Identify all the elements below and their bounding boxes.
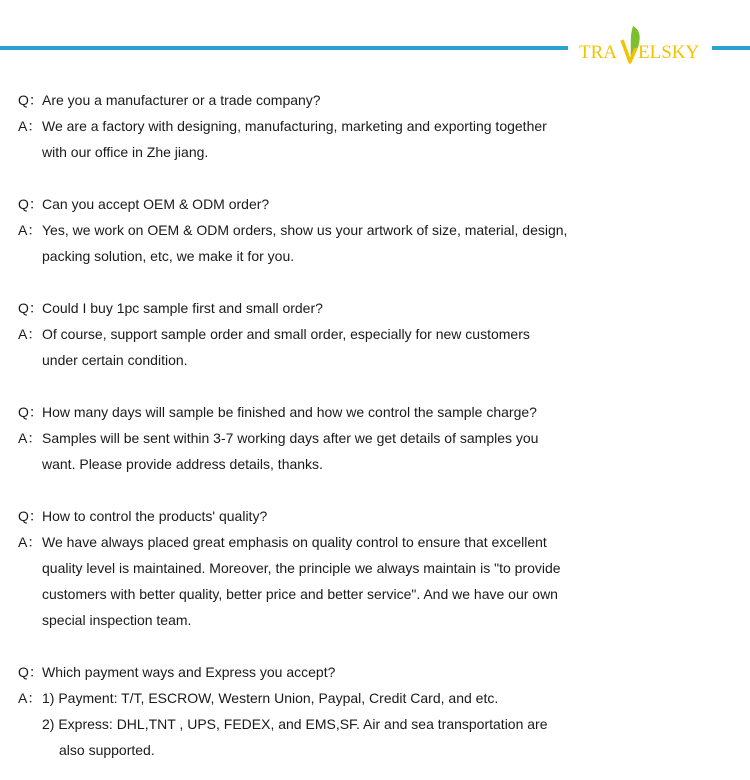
answer-text: Yes, we work on OEM & ODM orders, show us your artwork of size, material, design, (42, 222, 568, 238)
answer-text: 1) Payment: T/T, ESCROW, Western Union, Paypal, Credit Card, and etc. (42, 690, 499, 706)
question-mark: Q： (18, 92, 43, 108)
header (0, 0, 750, 80)
answer-continuation: under certain condition. (42, 352, 188, 368)
question-line (18, 503, 718, 529)
question-line (18, 399, 718, 425)
answer-mark: A： (18, 326, 42, 342)
question-mark: Q： (18, 300, 43, 316)
answer-text: We have always placed great emphasis on quality control to ensure that excellent (42, 534, 547, 550)
svg-text:TRA: TRA (579, 42, 617, 63)
header-rule-right (712, 46, 750, 50)
answer-line (18, 529, 718, 555)
question-mark: Q： (18, 404, 43, 420)
answer-mark: A： (18, 430, 42, 446)
answer-continuation: packing solution, etc, we make it for you. (42, 248, 295, 264)
question-mark: Q： (18, 196, 43, 212)
answer-continuation: quality level is maintained. Moreover, the principle we always maintain is "to provide (42, 560, 561, 576)
question-mark: Q： (18, 664, 43, 680)
answer-mark: A： (18, 534, 42, 550)
answer-mark: A： (18, 690, 42, 706)
faq-item (18, 399, 718, 477)
answer-continuation: 2) Express: DHL,TNT , UPS, FEDEX, and EMS,SF. Air and sea transportation are (42, 716, 548, 732)
answer-line (18, 217, 718, 243)
answer-line (18, 321, 718, 347)
question-text: Could I buy 1pc sample first and small order? (42, 300, 323, 316)
question-text: Are you a manufacturer or a trade company? (42, 92, 321, 108)
svg-text:ELSKY: ELSKY (638, 42, 700, 63)
question-line (18, 295, 718, 321)
answer-line (18, 685, 718, 711)
faq-item (18, 87, 718, 165)
faq-item (18, 191, 718, 269)
faq-list (18, 87, 718, 763)
answer-mark: A： (18, 222, 42, 238)
answer-line (18, 425, 718, 451)
answer-continuation: special inspection team. (42, 612, 192, 628)
answer-mark: A： (18, 118, 42, 134)
faq-item (18, 295, 718, 373)
question-text: How to control the products' quality? (42, 508, 268, 524)
faq-item (18, 503, 718, 633)
answer-continuation: customers with better quality, better price and better service". And we have our own (42, 586, 558, 602)
travelsky-logo-graphic (575, 22, 709, 68)
answer-text: Samples will be sent within 3-7 working days after we get details of samples you (42, 430, 539, 446)
question-text: Which payment ways and Express you accept? (42, 664, 336, 680)
answer-continuation: want. Please provide address details, thanks. (42, 456, 323, 472)
faq-item (18, 659, 718, 763)
answer-continuation: with our office in Zhe jiang. (42, 144, 209, 160)
travelsky-logo (575, 22, 709, 68)
question-text: How many days will sample be finished and how we control the sample charge? (42, 404, 537, 420)
answer-text: We are a factory with designing, manufacturing, marketing and exporting together (42, 118, 547, 134)
question-line (18, 191, 718, 217)
question-line (18, 659, 718, 685)
answer-text: Of course, support sample order and small order, especially for new customers (42, 326, 530, 342)
answer-line (18, 113, 718, 139)
question-text: Can you accept OEM & ODM order? (42, 196, 270, 212)
answer-continuation: also supported. (59, 742, 155, 758)
header-rule-left (0, 46, 568, 50)
question-line (18, 87, 718, 113)
question-mark: Q： (18, 508, 43, 524)
